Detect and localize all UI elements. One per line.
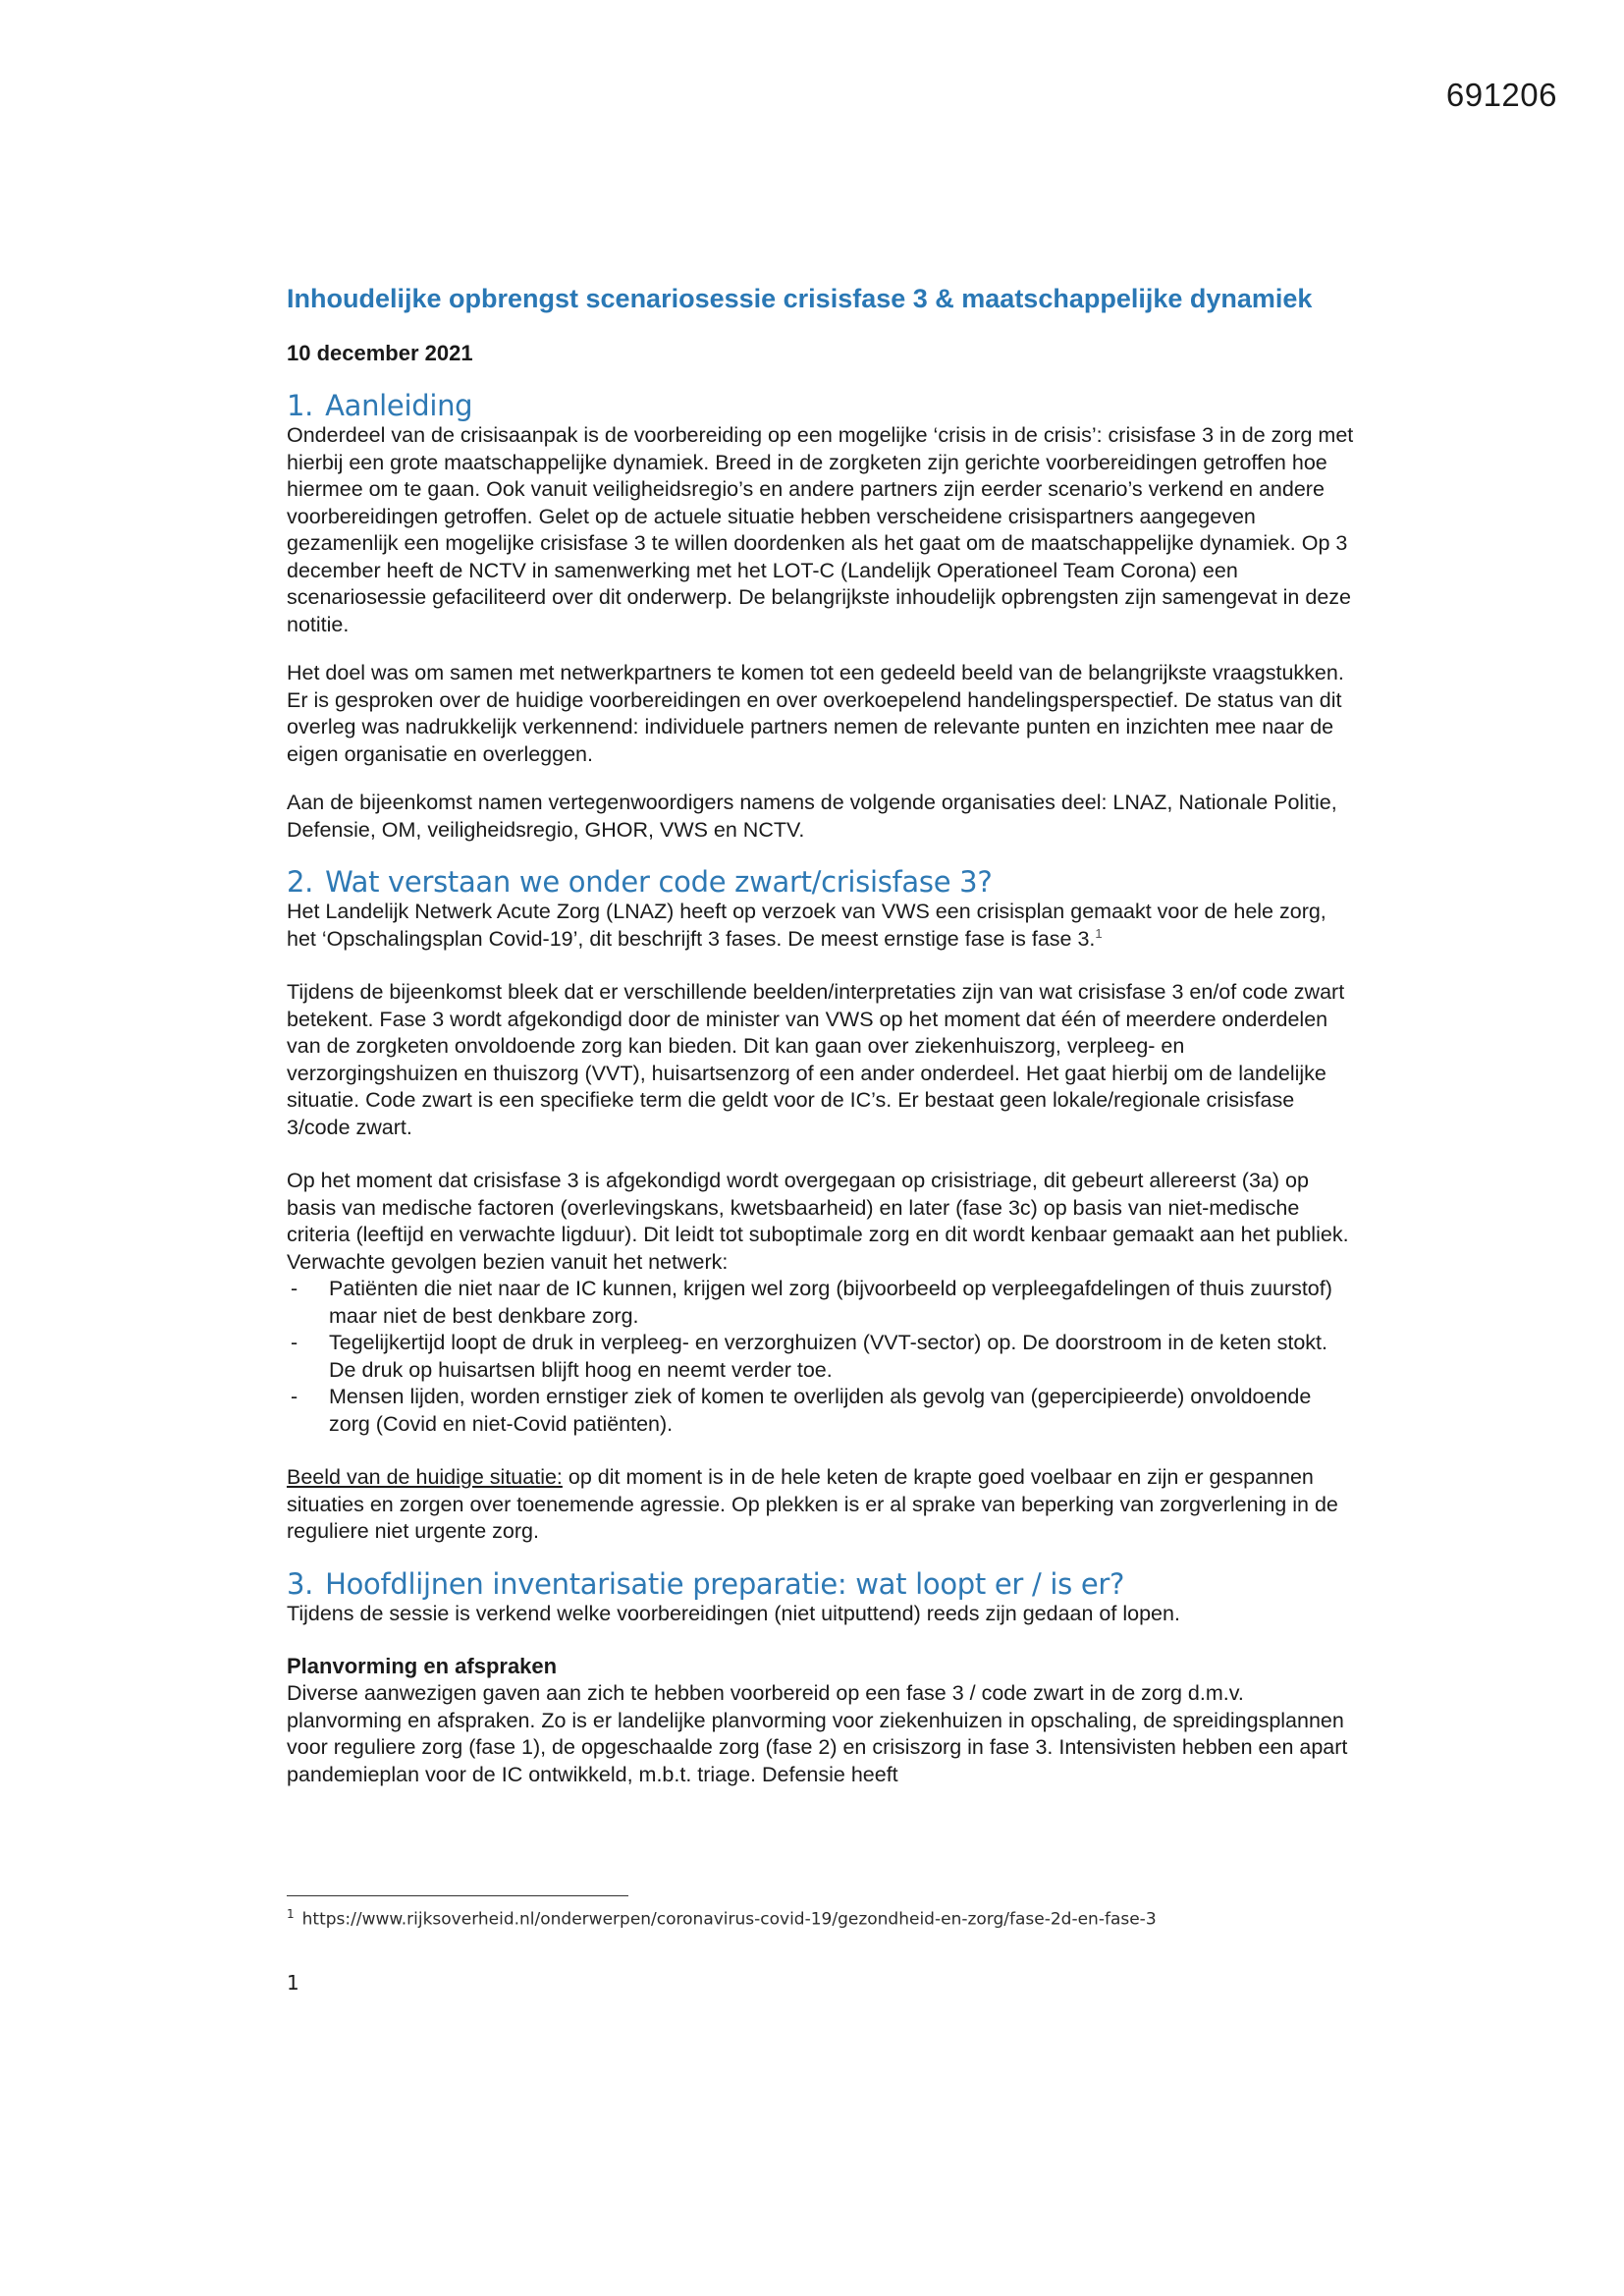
document-date: 10 december 2021 [287,341,473,365]
section-1-number: 1. [287,389,314,422]
consequences-list [287,1276,1357,1438]
list-item: - Tegelijkertijd loopt de druk in verpleeg- en verzorghuizen (VVT-sector) op. De doorstroom in de keten stokt. De druk op huisartsen blijft hoog en neemt verder toe. [287,1330,1357,1384]
section-1-paragraph-2: Het doel was om samen met netwerkpartners te komen tot een gedeeld beeld van de belangrijkste vraagstukken. Er is gesproken over de huidige voorbereidingen en over overkoepelend handelingsperspectief. De status van dit overleg was nadrukkelijk verkennend: individuele partners nemen de relevante punten en inzichten mee naar de eigen organisatie en overleggen. [287,661,1344,766]
document-body [287,283,1357,1788]
section-2-paragraph-2: Tijdens de bijeenkomst bleek dat er verschillende beelden/interpretaties zijn van wat crisisfase 3 en/of code zwart betekent. Fase 3 wordt afgekondigd door de minister van VWS op het moment dat één of meerdere onderdelen van de zorgketen onvoldoende zorg kan bieden. Dit kan gaan over ziekenhuiszorg, verpleeg- en verzorgingshuizen en thuiszorg (VVT), huisartsenzorg of een ander onderdeel. Het gaat hierbij om de landelijke situatie. Code zwart is een specifieke term die geldt voor de IC’s. Er bestaat geen lokale/regionale crisisfase 3/code zwart. [287,980,1345,1139]
section-2-heading [287,865,1357,899]
list-item: - Mensen lijden, worden ernstiger ziek of komen te overlijden als gevolg van (gepercipieerde) onvoldoende zorg (Covid en niet-Covid patiënten). [287,1384,1357,1438]
section-3-number: 3. [287,1566,314,1601]
current-situation-label: Beeld van de huidige situatie: [287,1465,563,1489]
section-3-paragraph-2: Diverse aanwezigen gaven aan zich te hebben voorbereid op een fase 3 / code zwart in de zorg d.m.v. planvorming en afspraken. Zo is er landelijke planvorming voor ziekenhuizen in opschaling, de spreidingsplannen voor reguliere zorg (fase 1), de opgeschaalde zorg (fase 2) en crisiszorg in fase 3. Intensivisten hebben een apart pandemieplan voor de IC ontwikkeld, m.b.t. triage. Defensie heeft [287,1681,1348,1786]
section-2-paragraph-4: Beeld van de huidige situatie: op dit moment is in de hele keten de krapte goed voelbaar en zijn er gespannen situaties en zorgen over toenemende agressie. Op plekken is er al sprake van beperking van zorgverlening in de reguliere niet urgente zorg. [287,1465,1338,1543]
section-1-heading [287,389,1357,422]
document-number: 691206 [1445,77,1557,113]
section-3-paragraph-1: Tijdens de sessie is verkend welke voorbereidingen (niet uitputtend) reeds zijn gedaan of lopen. [287,1601,1180,1625]
section-2-title: Wat verstaan we onder code zwart/crisisfase 3? [325,865,993,899]
list-item: - Patiënten die niet naar de IC kunnen, krijgen wel zorg (bijvoorbeeld op verpleegafdelingen of thuis zuurstof) maar niet de best denkbare zorg. [287,1276,1357,1330]
section-1-paragraph-3: Aan de bijeenkomst namen vertegenwoordigers namens de volgende organisaties deel: LNAZ, Nationale Politie, Defensie, OM, veiligheidsregio, GHOR, VWS en NCTV. [287,791,1337,842]
section-1-paragraph-1: Onderdeel van de crisisaanpak is de voorbereiding op een mogelijke ‘crisis in de crisis’: crisisfase 3 in de zorg met hierbij een grote maatschappelijke dynamiek. Breed in de zorgketen zijn gerichte voorbereidingen getroffen hoe hiermee om te gaan. Ook vanuit veiligheidsregio’s en andere partners zijn eerder scenario’s verkend en andere voorbereidingen getroffen. Gelet op de actuele situatie hebben verscheidene crisispartners aangegeven gezamenlijk een mogelijke crisisfase 3 te willen doordenken als het gaat om de maatschappelijke dynamiek. Op 3 december heeft de NCTV in samenwerking met het LOT-C (Landelijk Operationeel Team Corona) een scenariosessie gefaciliteerd over dit onderwerp. De belangrijkste inhoudelijk opbrengsten zijn samengevat in deze notitie. [287,423,1354,636]
section-2-paragraph-3: Op het moment dat crisisfase 3 is afgekondigd wordt overgegaan op crisistriage, dit gebeurt allereerst (3a) op basis van medische factoren (overlevingskans, kwetsbaarheid) en later (fase 3c) op basis van niet-medische criteria (leeftijd en verwachte ligduur). Dit leidt tot suboptimale zorg en dit wordt kenbaar gemaakt aan het publiek. Verwachte gevolgen bezien vanuit het netwerk: [287,1169,1349,1274]
footnote-reference[interactable]: 1 [1095,925,1103,941]
footnote [287,1907,1157,1930]
footnote-mark: 1 [287,1907,295,1921]
document-title: Inhoudelijke opbrengst scenariosessie crisisfase 3 & maatschappelijke dynamiek [287,284,1313,313]
section-3-title: Hoofdlijnen inventarisatie preparatie: wat loopt er / is er? [325,1566,1125,1601]
section-3-heading [287,1567,1357,1601]
footnote-divider [287,1895,628,1896]
section-2-number: 2. [287,865,314,899]
section-1-title: Aanleiding [325,389,473,422]
page-number: 1 [287,1971,299,1995]
subsection-heading: Planvorming en afspraken [287,1654,558,1678]
footnote-link[interactable]: https://www.rijksoverheid.nl/onderwerpen/coronavirus-covid-19/gezondheid-en-zorg/fase-2d-en-fase-3 [301,1909,1157,1930]
section-2-paragraph-1: Het Landelijk Netwerk Acute Zorg (LNAZ) heeft op verzoek van VWS een crisisplan gemaakt voor de hele zorg, het ‘Opschalingsplan Covid-19’, dit beschrijft 3 fases. De meest ernstige fase is fase 3.$^1$ [287,900,1326,951]
